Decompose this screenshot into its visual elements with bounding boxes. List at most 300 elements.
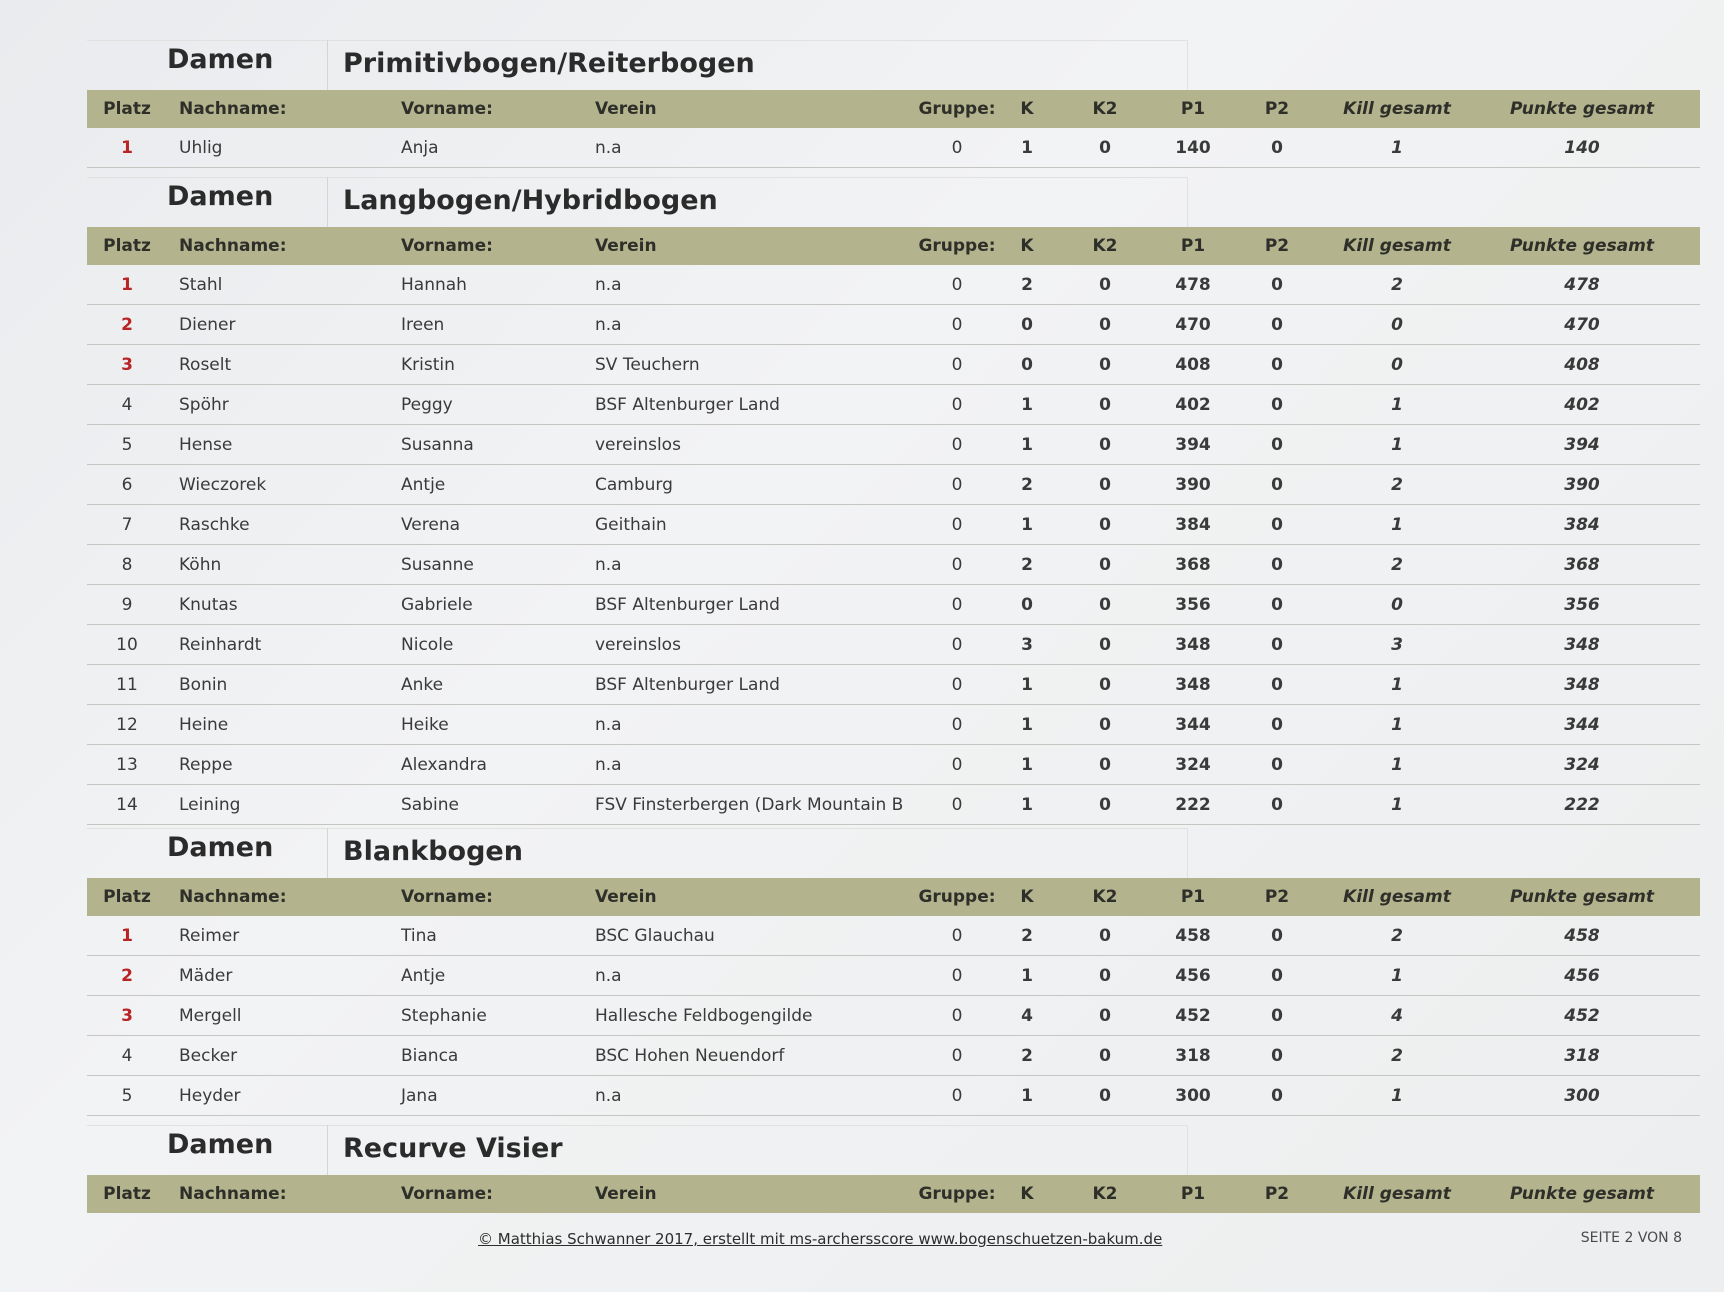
cell-p1: 384 — [1175, 514, 1211, 535]
cell-vorname: Antje — [401, 474, 446, 495]
cell-p2: 0 — [1271, 714, 1283, 735]
section-header-divider — [327, 177, 328, 227]
col-k2: K2 — [1092, 1184, 1118, 1204]
cell-punkte-gesamt: 384 — [1564, 514, 1600, 535]
col-p1: P1 — [1180, 236, 1206, 256]
cell-verein: n.a — [595, 1085, 622, 1106]
cell-nachname: Stahl — [179, 274, 223, 295]
cell-p1: 368 — [1175, 554, 1211, 575]
cell-nachname: Becker — [179, 1045, 238, 1066]
cell-kill-gesamt: 0 — [1391, 314, 1403, 335]
cell-p1: 408 — [1175, 354, 1211, 375]
cell-platz: 11 — [116, 674, 138, 695]
cell-vorname: Sabine — [401, 794, 459, 815]
cell-p1: 402 — [1175, 394, 1211, 415]
col-gruppe: Gruppe: — [918, 236, 996, 256]
col-kill-gesamt: Kill gesamt — [1343, 887, 1451, 907]
cell-k2: 0 — [1099, 274, 1111, 295]
col-verein: Verein — [595, 1184, 657, 1204]
cell-kill-gesamt: 2 — [1391, 274, 1403, 295]
cell-vorname: Susanna — [401, 434, 474, 455]
col-punkte-gesamt: Punkte gesamt — [1509, 99, 1655, 119]
cell-p1: 324 — [1175, 754, 1211, 775]
col-kill-gesamt: Kill gesamt — [1343, 1184, 1451, 1204]
cell-kill-gesamt: 3 — [1391, 634, 1403, 655]
cell-punkte-gesamt: 344 — [1564, 714, 1600, 735]
cell-p2: 0 — [1271, 137, 1283, 158]
col-platz: Platz — [103, 1184, 151, 1204]
cell-p2: 0 — [1271, 1085, 1283, 1106]
cell-k2: 0 — [1099, 714, 1111, 735]
cell-vorname: Alexandra — [401, 754, 487, 775]
cell-gruppe: 0 — [951, 474, 963, 495]
cell-platz: 8 — [121, 554, 133, 575]
section-group-label: Damen — [167, 181, 274, 212]
cell-k: 1 — [1021, 965, 1033, 986]
cell-nachname: Mergell — [179, 1005, 242, 1026]
col-verein: Verein — [595, 887, 657, 907]
cell-p2: 0 — [1271, 354, 1283, 375]
cell-punkte-gesamt: 356 — [1564, 594, 1600, 615]
cell-k: 2 — [1021, 474, 1033, 495]
section-category-title: Langbogen/Hybridbogen — [343, 185, 718, 216]
section-category-title: Recurve Visier — [343, 1133, 563, 1164]
table-row — [87, 745, 1700, 785]
cell-p1: 458 — [1175, 925, 1211, 946]
table-row — [87, 265, 1700, 305]
cell-vorname: Heike — [401, 714, 449, 735]
cell-k2: 0 — [1099, 314, 1111, 335]
cell-k: 1 — [1021, 434, 1033, 455]
cell-verein: n.a — [595, 314, 622, 335]
cell-platz: 2 — [121, 965, 133, 986]
cell-platz: 12 — [116, 714, 138, 735]
cell-vorname: Kristin — [401, 354, 455, 375]
cell-platz: 2 — [121, 314, 133, 335]
col-vorname: Vorname: — [401, 1184, 493, 1204]
table-row — [87, 345, 1700, 385]
cell-gruppe: 0 — [951, 554, 963, 575]
cell-punkte-gesamt: 368 — [1564, 554, 1600, 575]
section-group-label: Damen — [167, 1129, 274, 1160]
cell-k2: 0 — [1099, 965, 1111, 986]
cell-k2: 0 — [1099, 1085, 1111, 1106]
cell-nachname: Spöhr — [179, 394, 229, 415]
cell-gruppe: 0 — [951, 794, 963, 815]
section-blankbogen — [87, 828, 1700, 1116]
cell-k: 1 — [1021, 674, 1033, 695]
table-body — [87, 916, 1700, 1116]
cell-verein: BSC Hohen Neuendorf — [595, 1045, 785, 1066]
cell-kill-gesamt: 2 — [1391, 474, 1403, 495]
cell-k: 0 — [1021, 314, 1033, 335]
cell-vorname: Hannah — [401, 274, 467, 295]
cell-verein: n.a — [595, 554, 622, 575]
col-p2: P2 — [1264, 236, 1290, 256]
cell-verein: n.a — [595, 137, 622, 158]
col-p1: P1 — [1180, 1184, 1206, 1204]
cell-punkte-gesamt: 470 — [1564, 314, 1600, 335]
cell-platz: 1 — [121, 137, 133, 158]
table-row — [87, 465, 1700, 505]
cell-punkte-gesamt: 318 — [1564, 1045, 1600, 1066]
cell-p2: 0 — [1271, 925, 1283, 946]
cell-verein: vereinslos — [595, 434, 681, 455]
col-vorname: Vorname: — [401, 99, 493, 119]
section-category-title: Primitivbogen/Reiterbogen — [343, 48, 755, 79]
col-p1: P1 — [1180, 887, 1206, 907]
cell-p2: 0 — [1271, 514, 1283, 535]
cell-k: 1 — [1021, 754, 1033, 775]
cell-k: 1 — [1021, 137, 1033, 158]
cell-nachname: Raschke — [179, 514, 250, 535]
cell-k2: 0 — [1099, 925, 1111, 946]
cell-gruppe: 0 — [951, 314, 963, 335]
cell-verein: n.a — [595, 754, 622, 775]
col-p2: P2 — [1264, 99, 1290, 119]
col-k: K — [1020, 236, 1034, 256]
cell-gruppe: 0 — [951, 514, 963, 535]
cell-verein: vereinslos — [595, 634, 681, 655]
col-punkte-gesamt: Punkte gesamt — [1509, 887, 1655, 907]
cell-p2: 0 — [1271, 594, 1283, 615]
cell-p1: 470 — [1175, 314, 1211, 335]
cell-p1: 140 — [1175, 137, 1211, 158]
col-punkte-gesamt: Punkte gesamt — [1509, 1184, 1655, 1204]
cell-gruppe: 0 — [951, 674, 963, 695]
cell-p2: 0 — [1271, 314, 1283, 335]
cell-punkte-gesamt: 222 — [1564, 794, 1600, 815]
cell-platz: 3 — [121, 1005, 133, 1026]
cell-platz: 6 — [121, 474, 133, 495]
table-row — [87, 305, 1700, 345]
col-platz: Platz — [103, 236, 151, 256]
col-k2: K2 — [1092, 99, 1118, 119]
cell-p1: 318 — [1175, 1045, 1211, 1066]
cell-nachname: Uhlig — [179, 137, 223, 158]
cell-p2: 0 — [1271, 1045, 1283, 1066]
cell-verein: n.a — [595, 965, 622, 986]
cell-vorname: Nicole — [401, 634, 454, 655]
table-row — [87, 545, 1700, 585]
cell-k2: 0 — [1099, 137, 1111, 158]
cell-k2: 0 — [1099, 474, 1111, 495]
cell-kill-gesamt: 1 — [1391, 754, 1403, 775]
cell-k: 2 — [1021, 1045, 1033, 1066]
cell-k2: 0 — [1099, 1005, 1111, 1026]
cell-verein: Camburg — [595, 474, 673, 495]
cell-platz: 1 — [121, 925, 133, 946]
cell-p2: 0 — [1271, 274, 1283, 295]
table-row — [87, 996, 1700, 1036]
cell-gruppe: 0 — [951, 137, 963, 158]
cell-verein: BSF Altenburger Land — [595, 394, 780, 415]
col-nachname: Nachname: — [179, 236, 287, 256]
cell-nachname: Leining — [179, 794, 241, 815]
cell-p2: 0 — [1271, 1005, 1283, 1026]
col-k: K — [1020, 1184, 1034, 1204]
col-punkte-gesamt: Punkte gesamt — [1509, 236, 1655, 256]
cell-nachname: Reimer — [179, 925, 240, 946]
table-row — [87, 956, 1700, 996]
table-row — [87, 585, 1700, 625]
cell-vorname: Gabriele — [401, 594, 473, 615]
table-header — [87, 90, 1700, 128]
col-platz: Platz — [103, 887, 151, 907]
cell-vorname: Anja — [401, 137, 439, 158]
col-k2: K2 — [1092, 236, 1118, 256]
table-header — [87, 227, 1700, 265]
table-row — [87, 625, 1700, 665]
col-vorname: Vorname: — [401, 236, 493, 256]
cell-verein: n.a — [595, 714, 622, 735]
cell-k2: 0 — [1099, 674, 1111, 695]
table-row — [87, 916, 1700, 956]
table-body — [87, 128, 1700, 168]
cell-k: 1 — [1021, 1085, 1033, 1106]
cell-p1: 222 — [1175, 794, 1211, 815]
col-k: K — [1020, 99, 1034, 119]
section-header — [87, 40, 1700, 90]
section-header — [87, 177, 1700, 227]
cell-vorname: Peggy — [401, 394, 453, 415]
cell-p2: 0 — [1271, 674, 1283, 695]
section-header-divider — [327, 828, 328, 878]
cell-kill-gesamt: 1 — [1391, 714, 1403, 735]
section-group-label: Damen — [167, 832, 274, 863]
cell-p1: 390 — [1175, 474, 1211, 495]
cell-k2: 0 — [1099, 1045, 1111, 1066]
cell-punkte-gesamt: 394 — [1564, 434, 1600, 455]
cell-punkte-gesamt: 478 — [1564, 274, 1600, 295]
cell-platz: 3 — [121, 354, 133, 375]
cell-vorname: Jana — [401, 1085, 438, 1106]
cell-gruppe: 0 — [951, 434, 963, 455]
cell-p1: 348 — [1175, 674, 1211, 695]
table-row — [87, 1036, 1700, 1076]
cell-platz: 4 — [121, 1045, 133, 1066]
cell-nachname: Reinhardt — [179, 634, 262, 655]
cell-gruppe: 0 — [951, 754, 963, 775]
cell-gruppe: 0 — [951, 634, 963, 655]
table-row — [87, 785, 1700, 825]
cell-gruppe: 0 — [951, 925, 963, 946]
cell-gruppe: 0 — [951, 354, 963, 375]
cell-kill-gesamt: 2 — [1391, 554, 1403, 575]
col-nachname: Nachname: — [179, 1184, 287, 1204]
cell-platz: 14 — [116, 794, 138, 815]
cell-p1: 478 — [1175, 274, 1211, 295]
cell-vorname: Verena — [401, 514, 461, 535]
cell-p1: 452 — [1175, 1005, 1211, 1026]
cell-k: 0 — [1021, 354, 1033, 375]
cell-k2: 0 — [1099, 434, 1111, 455]
cell-verein: BSC Glauchau — [595, 925, 715, 946]
cell-p2: 0 — [1271, 965, 1283, 986]
cell-p1: 356 — [1175, 594, 1211, 615]
cell-platz: 7 — [121, 514, 133, 535]
cell-k: 2 — [1021, 554, 1033, 575]
col-p2: P2 — [1264, 887, 1290, 907]
table-row — [87, 385, 1700, 425]
cell-nachname: Reppe — [179, 754, 233, 775]
cell-gruppe: 0 — [951, 394, 963, 415]
cell-kill-gesamt: 0 — [1391, 594, 1403, 615]
cell-p2: 0 — [1271, 754, 1283, 775]
cell-nachname: Roselt — [179, 354, 232, 375]
cell-gruppe: 0 — [951, 714, 963, 735]
footer-copyright: © Matthias Schwanner 2017, erstellt mit ms-archersscore www.bogenschuetzen-bakum.de — [478, 1230, 1163, 1248]
cell-k2: 0 — [1099, 354, 1111, 375]
cell-k2: 0 — [1099, 514, 1111, 535]
page-number: SEITE 2 VON 8 — [1580, 1230, 1682, 1246]
cell-kill-gesamt: 1 — [1391, 434, 1403, 455]
cell-vorname: Tina — [401, 925, 437, 946]
cell-nachname: Wieczorek — [179, 474, 267, 495]
cell-k: 1 — [1021, 794, 1033, 815]
cell-platz: 10 — [116, 634, 138, 655]
cell-k: 1 — [1021, 394, 1033, 415]
cell-punkte-gesamt: 348 — [1564, 674, 1600, 695]
cell-nachname: Diener — [179, 314, 236, 335]
cell-platz: 9 — [121, 594, 133, 615]
cell-kill-gesamt: 1 — [1391, 1085, 1403, 1106]
cell-vorname: Stephanie — [401, 1005, 487, 1026]
cell-k: 2 — [1021, 925, 1033, 946]
table-row — [87, 665, 1700, 705]
cell-kill-gesamt: 1 — [1391, 137, 1403, 158]
cell-p1: 344 — [1175, 714, 1211, 735]
cell-kill-gesamt: 2 — [1391, 925, 1403, 946]
cell-k: 2 — [1021, 274, 1033, 295]
cell-vorname: Anke — [401, 674, 444, 695]
cell-p1: 456 — [1175, 965, 1211, 986]
col-gruppe: Gruppe: — [918, 887, 996, 907]
cell-kill-gesamt: 1 — [1391, 965, 1403, 986]
cell-platz: 1 — [121, 274, 133, 295]
cell-verein: BSF Altenburger Land — [595, 674, 780, 695]
cell-k: 1 — [1021, 714, 1033, 735]
cell-k2: 0 — [1099, 394, 1111, 415]
cell-punkte-gesamt: 402 — [1564, 394, 1600, 415]
cell-punkte-gesamt: 456 — [1564, 965, 1600, 986]
section-langbogen — [87, 177, 1700, 825]
table-body — [87, 265, 1700, 825]
cell-punkte-gesamt: 324 — [1564, 754, 1600, 775]
cell-k2: 0 — [1099, 594, 1111, 615]
cell-nachname: Köhn — [179, 554, 222, 575]
cell-p1: 348 — [1175, 634, 1211, 655]
col-p1: P1 — [1180, 99, 1206, 119]
cell-k: 0 — [1021, 594, 1033, 615]
cell-k: 3 — [1021, 634, 1033, 655]
col-k2: K2 — [1092, 887, 1118, 907]
cell-k: 4 — [1021, 1005, 1033, 1026]
cell-kill-gesamt: 1 — [1391, 514, 1403, 535]
col-gruppe: Gruppe: — [918, 1184, 996, 1204]
cell-kill-gesamt: 2 — [1391, 1045, 1403, 1066]
cell-gruppe: 0 — [951, 274, 963, 295]
cell-punkte-gesamt: 458 — [1564, 925, 1600, 946]
cell-verein: Geithain — [595, 514, 667, 535]
col-p2: P2 — [1264, 1184, 1290, 1204]
table-row — [87, 505, 1700, 545]
section-primitivbogen — [87, 40, 1700, 168]
cell-kill-gesamt: 1 — [1391, 394, 1403, 415]
section-header — [87, 828, 1700, 878]
table-row — [87, 425, 1700, 465]
cell-p1: 300 — [1175, 1085, 1211, 1106]
cell-gruppe: 0 — [951, 594, 963, 615]
cell-k2: 0 — [1099, 554, 1111, 575]
section-header — [87, 1125, 1700, 1175]
cell-punkte-gesamt: 408 — [1564, 354, 1600, 375]
section-header-divider — [327, 1125, 328, 1175]
cell-p2: 0 — [1271, 434, 1283, 455]
cell-punkte-gesamt: 348 — [1564, 634, 1600, 655]
cell-p2: 0 — [1271, 474, 1283, 495]
cell-gruppe: 0 — [951, 1005, 963, 1026]
col-k: K — [1020, 887, 1034, 907]
cell-k2: 0 — [1099, 634, 1111, 655]
cell-gruppe: 0 — [951, 965, 963, 986]
cell-k2: 0 — [1099, 794, 1111, 815]
col-kill-gesamt: Kill gesamt — [1343, 99, 1451, 119]
cell-punkte-gesamt: 140 — [1564, 137, 1600, 158]
col-platz: Platz — [103, 99, 151, 119]
cell-nachname: Heine — [179, 714, 229, 735]
cell-p2: 0 — [1271, 394, 1283, 415]
col-vorname: Vorname: — [401, 887, 493, 907]
cell-vorname: Ireen — [401, 314, 445, 335]
cell-platz: 5 — [121, 434, 133, 455]
cell-punkte-gesamt: 300 — [1564, 1085, 1600, 1106]
table-row — [87, 705, 1700, 745]
table-row — [87, 1076, 1700, 1116]
cell-kill-gesamt: 4 — [1391, 1005, 1403, 1026]
cell-verein: BSF Altenburger Land — [595, 594, 780, 615]
cell-platz: 5 — [121, 1085, 133, 1106]
col-nachname: Nachname: — [179, 99, 287, 119]
section-recurve-visier — [87, 1125, 1700, 1213]
table-row — [87, 128, 1700, 168]
col-verein: Verein — [595, 99, 657, 119]
cell-nachname: Heyder — [179, 1085, 241, 1106]
cell-gruppe: 0 — [951, 1085, 963, 1106]
cell-verein: Hallesche Feldbogengilde — [595, 1005, 813, 1026]
cell-vorname: Susanne — [401, 554, 474, 575]
section-category-title: Blankbogen — [343, 836, 523, 867]
col-kill-gesamt: Kill gesamt — [1343, 236, 1451, 256]
cell-verein: SV Teuchern — [595, 354, 700, 375]
cell-nachname: Hense — [179, 434, 233, 455]
cell-punkte-gesamt: 390 — [1564, 474, 1600, 495]
cell-kill-gesamt: 1 — [1391, 674, 1403, 695]
col-verein: Verein — [595, 236, 657, 256]
section-header-divider — [327, 40, 328, 90]
col-nachname: Nachname: — [179, 887, 287, 907]
cell-p1: 394 — [1175, 434, 1211, 455]
cell-k: 1 — [1021, 514, 1033, 535]
cell-gruppe: 0 — [951, 1045, 963, 1066]
cell-platz: 4 — [121, 394, 133, 415]
cell-p2: 0 — [1271, 634, 1283, 655]
col-gruppe: Gruppe: — [918, 99, 996, 119]
section-group-label: Damen — [167, 44, 274, 75]
cell-vorname: Bianca — [401, 1045, 459, 1066]
cell-nachname: Bonin — [179, 674, 228, 695]
cell-nachname: Knutas — [179, 594, 238, 615]
